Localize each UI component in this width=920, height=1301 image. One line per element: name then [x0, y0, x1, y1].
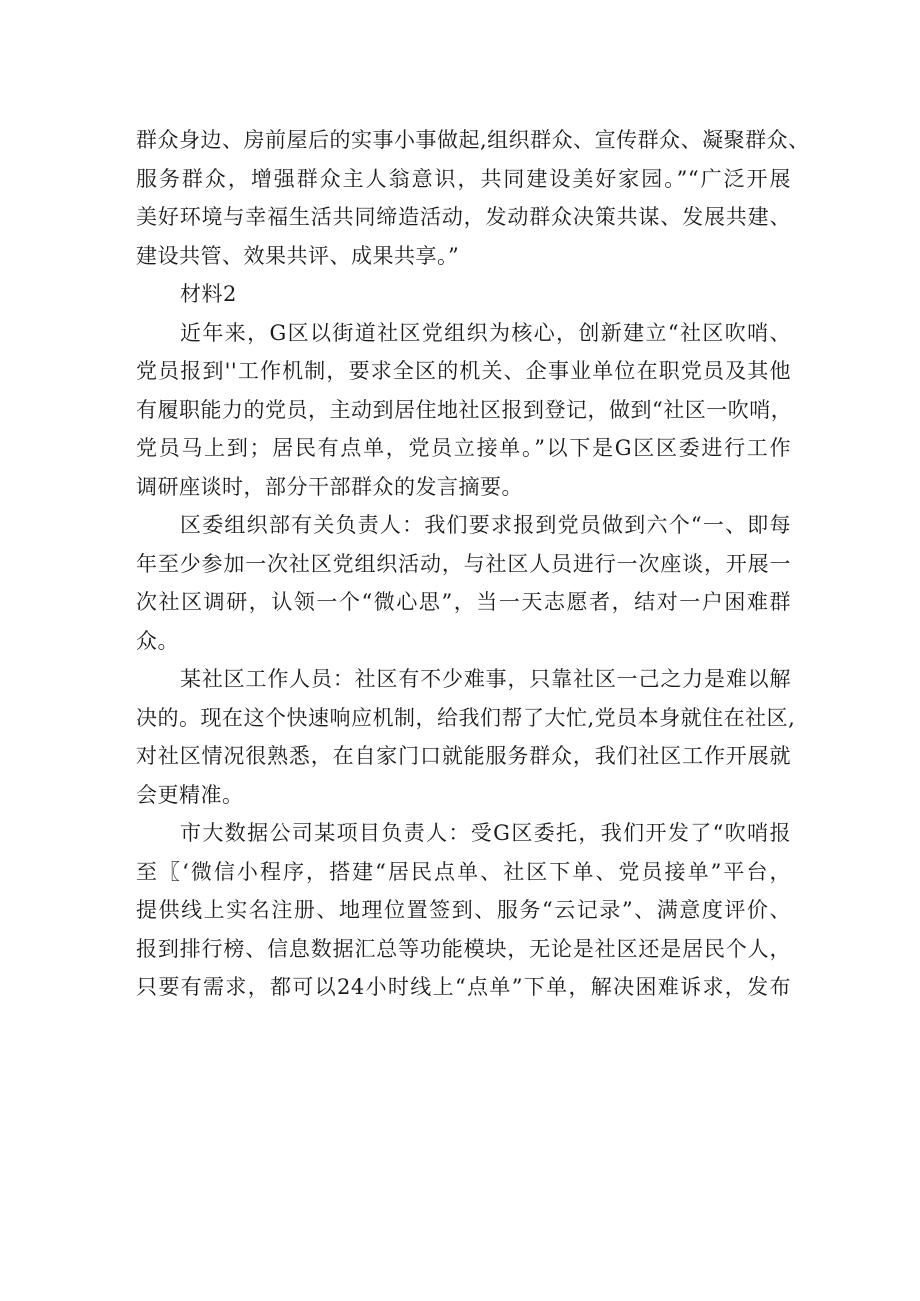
paragraph-line: 建设共管、效果共评、成果共享。” — [136, 243, 460, 268]
paragraph-line: 次社区调研，认领一个“微心思”，当一天志愿者，结对一户困难群 — [136, 590, 791, 614]
paragraph-line: 区委组织部有关负责人：我们要求报到党员做到六个“一、即每 — [180, 513, 791, 537]
paragraph-line: 提供线上实名注册、地理位置签到、服务“云记录”、满意度评价、 — [136, 898, 791, 922]
paragraph-line: 党员报到''工作机制，要求全区的机关、企事业单位在职党员及其他 — [136, 359, 791, 383]
paragraph-line: 群众身边、房前屋后的实事小事做起,组织群众、宣传群众、凝聚群众、 — [136, 128, 810, 152]
paragraph-line: 服务群众，增强群众主人翁意识，共同建设美好家园。”“广泛开展 — [136, 166, 791, 191]
paragraph-line: 某社区工作人员：社区有不少难事，只靠社区一己之力是难以解 — [180, 667, 791, 691]
document-body — [136, 121, 810, 1007]
paragraph-line: 只要有需求，都可以24小时线上“点单”下单，解决困难诉求，发布 — [136, 975, 791, 999]
paragraph-line: 会更精准。 — [136, 782, 244, 807]
paragraph-line: 决的。现在这个快速响应机制，给我们帮了大忙,党员本身就住在社区, — [136, 705, 796, 730]
paragraph-line: 美好环境与幸福生活共同缔造活动，发动群众决策共谋、发展共建、 — [136, 205, 791, 229]
paragraph-line: 至〖‘微信小程序，搭建“居民点单、社区下单、党员接单”平台， — [136, 859, 791, 884]
paragraph-line: 众。 — [136, 628, 179, 653]
paragraph-line: 对社区情况很熟悉，在自家门口就能服务群众，我们社区工作开展就 — [136, 744, 791, 768]
paragraph-line: 市大数据公司某项目负责人：受G区委托，我们开发了“吹哨报 — [180, 821, 791, 845]
paragraph-line: 年至少参加一次社区党组织活动，与社区人员进行一次座谈，开展一 — [136, 551, 791, 576]
paragraph-line: 报到排行榜、信息数据汇总等功能模块，无论是社区还是居民个人， — [136, 936, 791, 961]
paragraph-line: 近年来，G区以街道社区党组织为核心，创新建立“社区吹哨、 — [180, 320, 791, 345]
paragraph-line: 调研座谈时，部分干部群众的发言摘要。 — [136, 474, 523, 499]
paragraph-line: 有履职能力的党员，主动到居住地社区报到登记，做到“社区一吹哨， — [136, 397, 793, 422]
section-heading: 材料2 — [180, 282, 237, 306]
paragraph-line: 党员马上到；居民有点单，党员立接单。”以下是G区区委进行工作 — [136, 436, 791, 460]
